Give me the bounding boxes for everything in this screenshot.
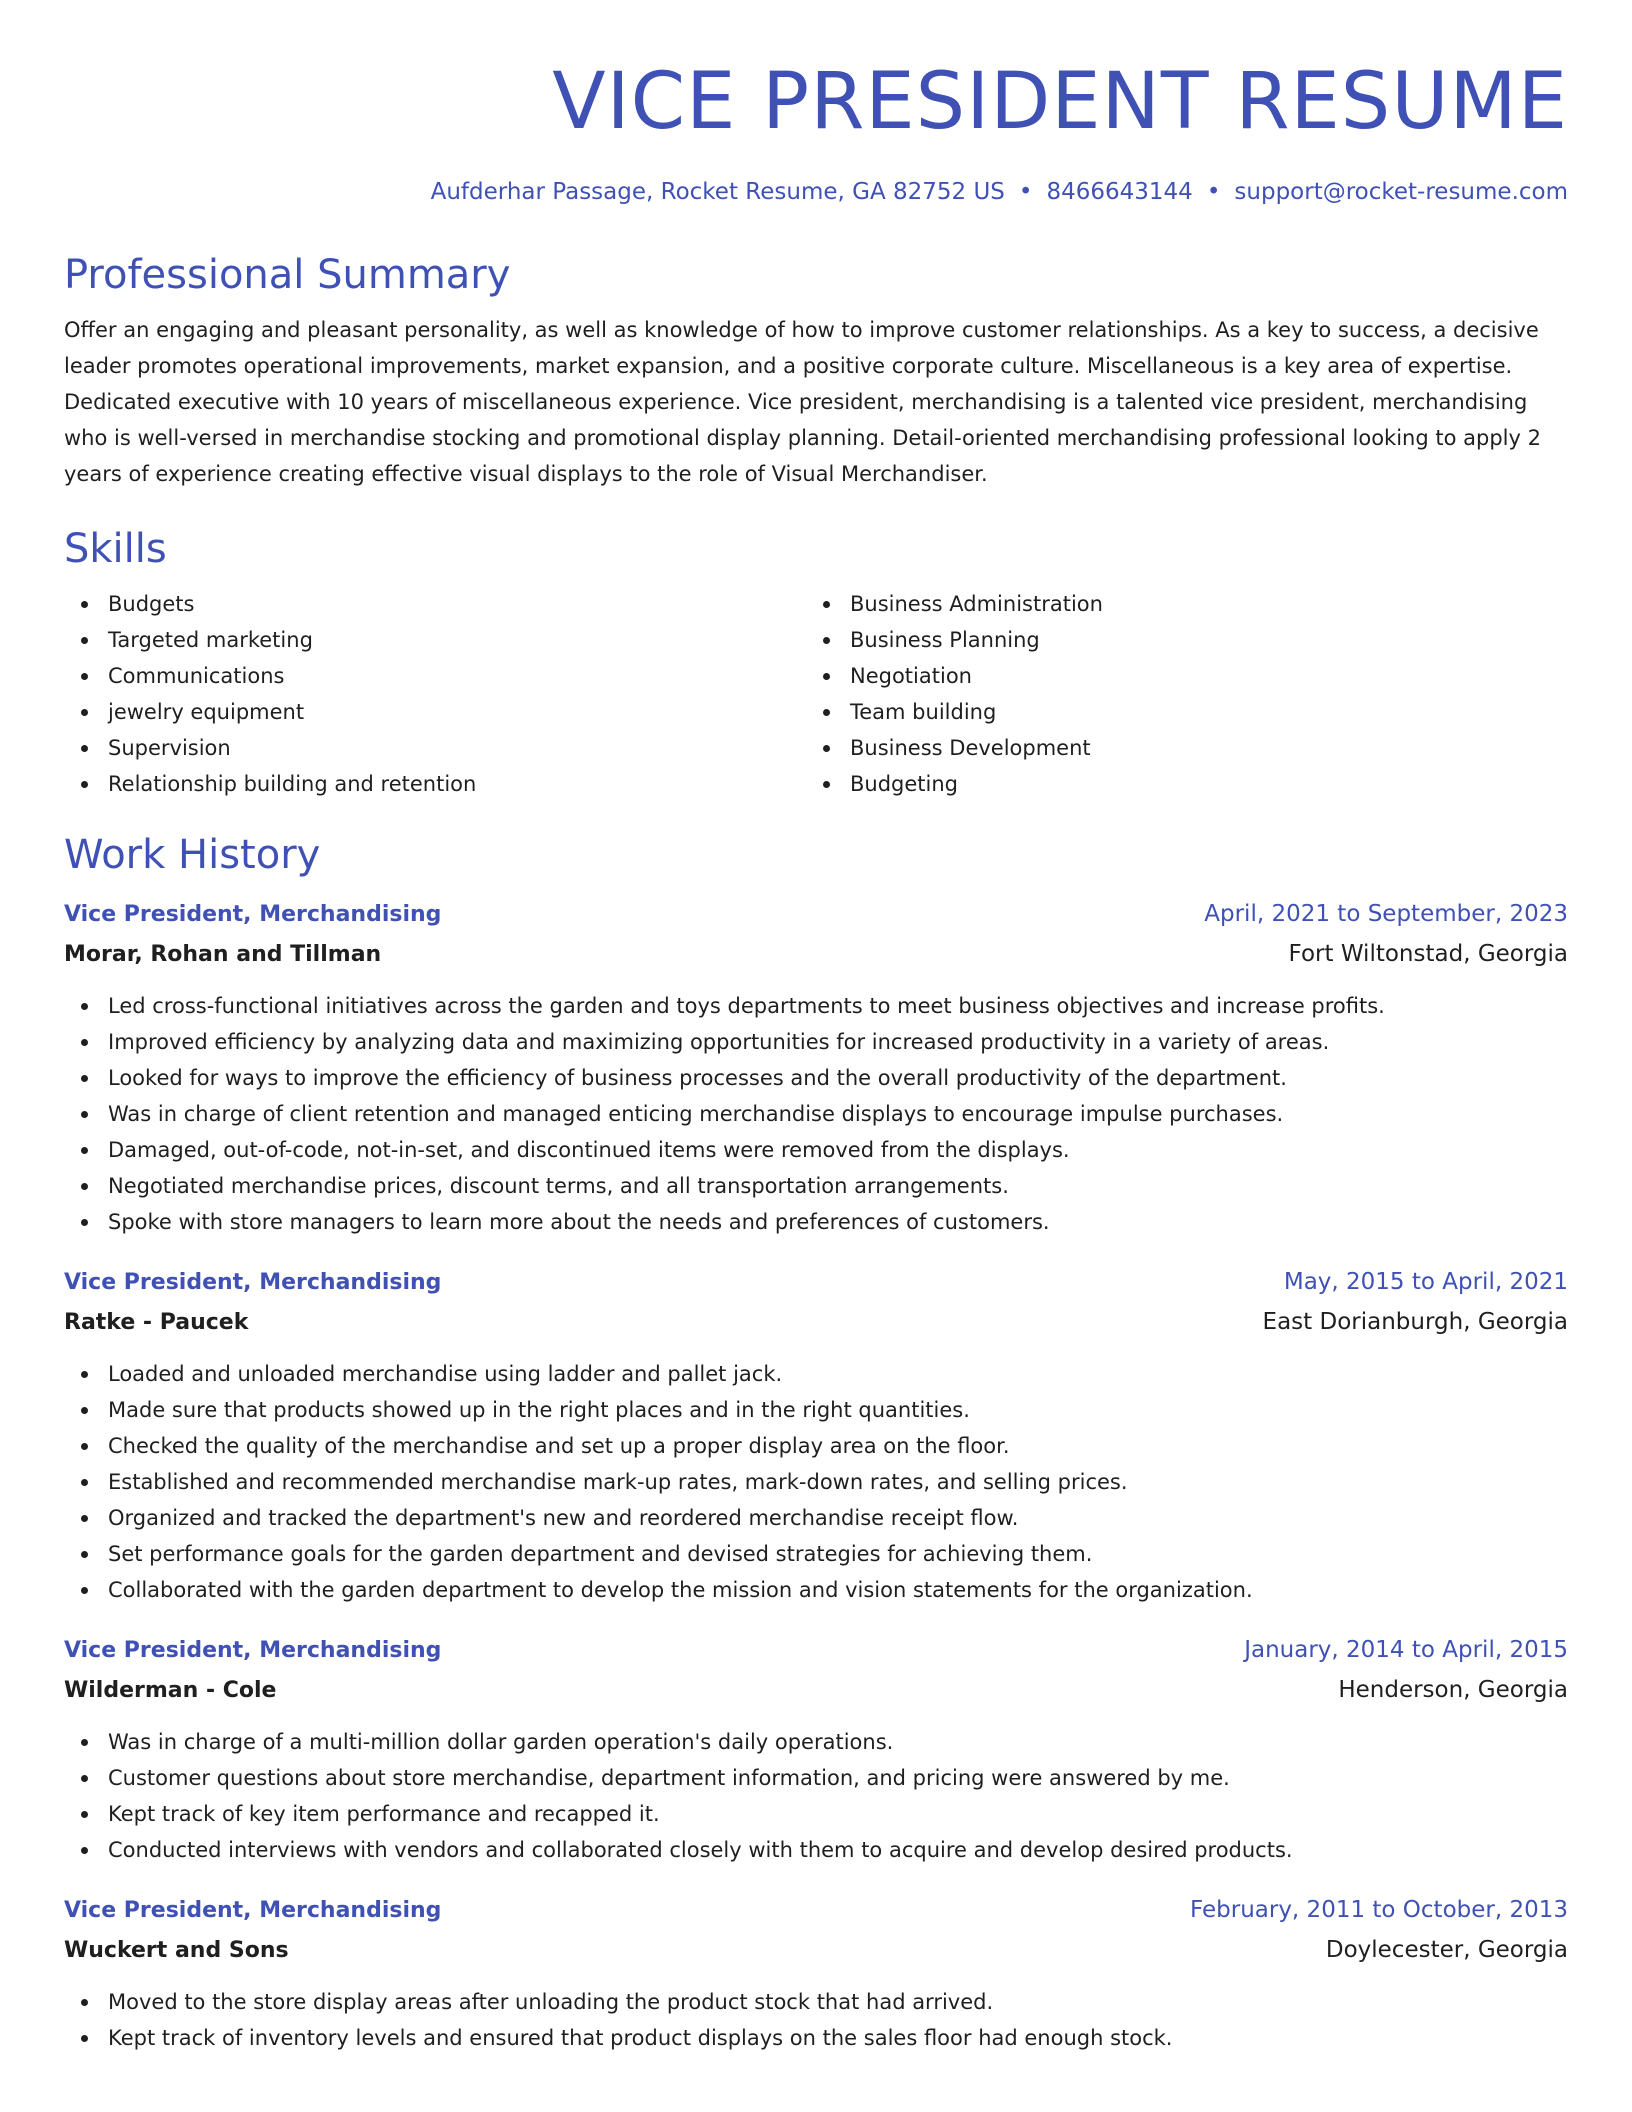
job-header-row bbox=[64, 1262, 1568, 1303]
skill-item bbox=[806, 766, 1548, 802]
job-title: Vice President, Merchandising bbox=[64, 1638, 442, 1663]
job-responsibilities bbox=[64, 1984, 1568, 2056]
job-bullet bbox=[64, 1204, 1568, 1240]
job-bullet-text: Conducted interviews with vendors and collaborated closely with them to acquire and develop desired products. bbox=[108, 1838, 1293, 1862]
skill-item-text: Team building bbox=[850, 700, 997, 724]
job-location: Henderson, Georgia bbox=[1338, 1677, 1568, 1703]
job-bullet-text: Negotiated merchandise prices, discount terms, and all transportation arrangements. bbox=[108, 1174, 1009, 1198]
bullet-dot-icon bbox=[81, 1111, 88, 1118]
bullet-dot-icon bbox=[81, 1551, 88, 1558]
job-bullet bbox=[64, 1796, 1568, 1832]
job-bullet-text: Was in charge of client retention and managed enticing merchandise displays to encourage impulse purchases. bbox=[108, 1102, 1284, 1126]
bullet-dot-icon bbox=[823, 637, 830, 644]
bullet-dot-icon bbox=[81, 1183, 88, 1190]
skill-item-text: Communications bbox=[108, 664, 285, 688]
bullet-dot-icon bbox=[81, 601, 88, 608]
bullet-dot-icon bbox=[81, 673, 88, 680]
job-bullet bbox=[64, 988, 1568, 1024]
bullet-dot-icon bbox=[81, 2035, 88, 2042]
skill-item-text: jewelry equipment bbox=[108, 700, 305, 724]
bullet-dot-icon bbox=[81, 637, 88, 644]
contact-email[interactable]: support@rocket-resume.com bbox=[1234, 179, 1568, 205]
skill-item bbox=[64, 730, 806, 766]
job-header-row bbox=[64, 894, 1568, 935]
skill-item bbox=[806, 730, 1548, 766]
job-bullet bbox=[64, 1572, 1568, 1608]
skill-item-text: Targeted marketing bbox=[108, 628, 313, 652]
job-company: Wilderman - Cole bbox=[64, 1678, 277, 1703]
skill-item bbox=[64, 694, 806, 730]
bullet-dot-icon bbox=[81, 709, 88, 716]
bullet-dot-icon bbox=[823, 673, 830, 680]
job-bullet bbox=[64, 1060, 1568, 1096]
skill-item-text: Negotiation bbox=[850, 664, 972, 688]
bullet-dot-icon bbox=[81, 1811, 88, 1818]
bullet-dot-icon bbox=[81, 1587, 88, 1594]
bullet-dot-icon bbox=[81, 1999, 88, 2006]
job-bullet bbox=[64, 1168, 1568, 1204]
job-bullet bbox=[64, 1760, 1568, 1796]
job-bullet-text: Checked the quality of the merchandise and set up a proper display area on the floor. bbox=[108, 1434, 1010, 1458]
job-title: Vice President, Merchandising bbox=[64, 1270, 442, 1295]
skill-item bbox=[806, 694, 1548, 730]
work-history-list bbox=[64, 894, 1568, 2056]
bullet-dot-icon bbox=[81, 781, 88, 788]
bullet-dot-icon bbox=[81, 1407, 88, 1414]
skill-item-text: Business Planning bbox=[850, 628, 1040, 652]
bullet-dot-icon bbox=[81, 745, 88, 752]
job-bullet-text: Collaborated with the garden department to develop the mission and vision statements for the organization. bbox=[108, 1578, 1253, 1602]
resume-title: VICE PRESIDENT RESUME bbox=[552, 57, 1568, 147]
job-entry bbox=[64, 1262, 1568, 1608]
bullet-dot-icon bbox=[81, 1219, 88, 1226]
job-company: Wuckert and Sons bbox=[64, 1938, 289, 1963]
job-bullet-text: Set performance goals for the garden department and devised strategies for achieving them. bbox=[108, 1542, 1093, 1566]
job-bullet bbox=[64, 1536, 1568, 1572]
job-bullet bbox=[64, 1392, 1568, 1428]
job-bullet-text: Kept track of inventory levels and ensured that product displays on the sales floor had enough stock. bbox=[108, 2026, 1173, 2050]
skill-item bbox=[64, 766, 806, 802]
job-bullet-text: Made sure that products showed up in the right places and in the right quantities. bbox=[108, 1398, 970, 1422]
contact-line bbox=[64, 176, 1568, 208]
bullet-dot-icon bbox=[823, 709, 830, 716]
job-bullet bbox=[64, 1132, 1568, 1168]
job-entry bbox=[64, 1630, 1568, 1868]
job-responsibilities bbox=[64, 1724, 1568, 1868]
job-entry bbox=[64, 894, 1568, 1240]
bullet-dot-icon bbox=[81, 1515, 88, 1522]
job-bullet-text: Established and recommended merchandise mark-up rates, mark-down rates, and selling prices. bbox=[108, 1470, 1128, 1494]
job-dates: April, 2021 to September, 2023 bbox=[1204, 901, 1568, 927]
job-entry bbox=[64, 1890, 1568, 2056]
job-company-row bbox=[64, 1671, 1568, 1710]
job-title: Vice President, Merchandising bbox=[64, 902, 442, 927]
job-bullet-text: Organized and tracked the department's new and reordered merchandise receipt flow. bbox=[108, 1506, 1019, 1530]
job-bullet-text: Moved to the store display areas after unloading the product stock that had arrived. bbox=[108, 1990, 994, 2014]
contact-phone[interactable]: 8466643144 bbox=[1046, 179, 1193, 205]
job-bullet-text: Looked for ways to improve the efficiency of business processes and the overall productivity of the department. bbox=[108, 1066, 1287, 1090]
job-company-row bbox=[64, 1303, 1568, 1342]
bullet-dot-icon bbox=[81, 1147, 88, 1154]
job-company: Morar, Rohan and Tillman bbox=[64, 942, 382, 967]
job-company-row bbox=[64, 1931, 1568, 1970]
job-location: East Dorianburgh, Georgia bbox=[1262, 1309, 1568, 1335]
skill-item-text: Budgeting bbox=[850, 772, 959, 796]
skill-item-text: Relationship building and retention bbox=[108, 772, 477, 796]
bullet-dot-icon bbox=[81, 1775, 88, 1782]
job-bullet bbox=[64, 1024, 1568, 1060]
job-bullet bbox=[64, 1832, 1568, 1868]
contact-separator: • bbox=[1018, 179, 1033, 205]
skill-item bbox=[64, 586, 806, 622]
skill-item-text: Business Development bbox=[850, 736, 1091, 760]
job-bullet-text: Kept track of key item performance and recapped it. bbox=[108, 1802, 660, 1826]
job-header-row bbox=[64, 1630, 1568, 1671]
job-dates: January, 2014 to April, 2015 bbox=[1244, 1637, 1568, 1663]
skills-heading: Skills bbox=[64, 526, 167, 572]
bullet-dot-icon bbox=[81, 1443, 88, 1450]
job-dates: May, 2015 to April, 2021 bbox=[1283, 1269, 1568, 1295]
job-responsibilities bbox=[64, 1356, 1568, 1608]
job-dates: February, 2011 to October, 2013 bbox=[1190, 1897, 1568, 1923]
job-location: Doylecester, Georgia bbox=[1325, 1937, 1568, 1963]
contact-separator: • bbox=[1206, 179, 1221, 205]
bullet-dot-icon bbox=[81, 1371, 88, 1378]
job-bullet bbox=[64, 1464, 1568, 1500]
bullet-dot-icon bbox=[823, 781, 830, 788]
job-bullet-text: Loaded and unloaded merchandise using ladder and pallet jack. bbox=[108, 1362, 783, 1386]
job-bullet-text: Was in charge of a multi-million dollar garden operation's daily operations. bbox=[108, 1730, 894, 1754]
job-bullet bbox=[64, 1984, 1568, 2020]
job-bullet bbox=[64, 1500, 1568, 1536]
bullet-dot-icon bbox=[823, 745, 830, 752]
skills-list bbox=[64, 586, 1568, 802]
job-bullet bbox=[64, 2020, 1568, 2056]
skills-column-left bbox=[64, 586, 806, 802]
bullet-dot-icon bbox=[81, 1039, 88, 1046]
skill-item bbox=[806, 658, 1548, 694]
contact-address: Aufderhar Passage, Rocket Resume, GA 82752 US bbox=[430, 179, 1005, 205]
skills-column-right bbox=[806, 586, 1548, 802]
bullet-dot-icon bbox=[823, 601, 830, 608]
skill-item bbox=[806, 586, 1548, 622]
bullet-dot-icon bbox=[81, 1847, 88, 1854]
job-bullet bbox=[64, 1356, 1568, 1392]
skill-item bbox=[64, 622, 806, 658]
skill-item-text: Supervision bbox=[108, 736, 231, 760]
job-header-row bbox=[64, 1890, 1568, 1931]
job-bullet-text: Damaged, out-of-code, not-in-set, and discontinued items were removed from the displays. bbox=[108, 1138, 1070, 1162]
job-bullet-text: Improved efficiency by analyzing data and maximizing opportunities for increased productivity in a variety of areas. bbox=[108, 1030, 1330, 1054]
job-bullet bbox=[64, 1428, 1568, 1464]
job-bullet-text: Led cross-functional initiatives across the garden and toys departments to meet business objectives and increase profits. bbox=[108, 994, 1385, 1018]
skill-item-text: Budgets bbox=[108, 592, 195, 616]
job-company-row bbox=[64, 935, 1568, 974]
job-location: Fort Wiltonstad, Georgia bbox=[1288, 941, 1568, 967]
bullet-dot-icon bbox=[81, 1003, 88, 1010]
job-bullet-text: Spoke with store managers to learn more about the needs and preferences of customers. bbox=[108, 1210, 1050, 1234]
job-bullet-text: Customer questions about store merchandise, department information, and pricing were answered by me. bbox=[108, 1766, 1230, 1790]
job-title: Vice President, Merchandising bbox=[64, 1898, 442, 1923]
job-responsibilities bbox=[64, 988, 1568, 1240]
skill-item bbox=[806, 622, 1548, 658]
work-history-heading: Work History bbox=[64, 832, 321, 878]
job-company: Ratke - Paucek bbox=[64, 1310, 249, 1335]
skill-item bbox=[64, 658, 806, 694]
bullet-dot-icon bbox=[81, 1479, 88, 1486]
job-bullet bbox=[64, 1724, 1568, 1760]
bullet-dot-icon bbox=[81, 1739, 88, 1746]
summary-heading: Professional Summary bbox=[64, 252, 511, 298]
bullet-dot-icon bbox=[81, 1075, 88, 1082]
job-bullet bbox=[64, 1096, 1568, 1132]
summary-text: Offer an engaging and pleasant personality, as well as knowledge of how to improve customer relationships. As a key to success, a decisive leader promotes operational improvements, market expansion, and a positive corporate culture. Miscellaneous is a key area of expertise. Dedicated executive with 10 years of miscellaneous experience. Vice president, merchandising is a talented vice president, merchandising who is well-versed in merchandise stocking and promotional display planning. Detail-oriented merchandising professional looking to apply 2 years of experience creating effective visual displays to the role of Visual Merchandiser. bbox=[64, 318, 1541, 486]
skill-item-text: Business Administration bbox=[850, 592, 1103, 616]
